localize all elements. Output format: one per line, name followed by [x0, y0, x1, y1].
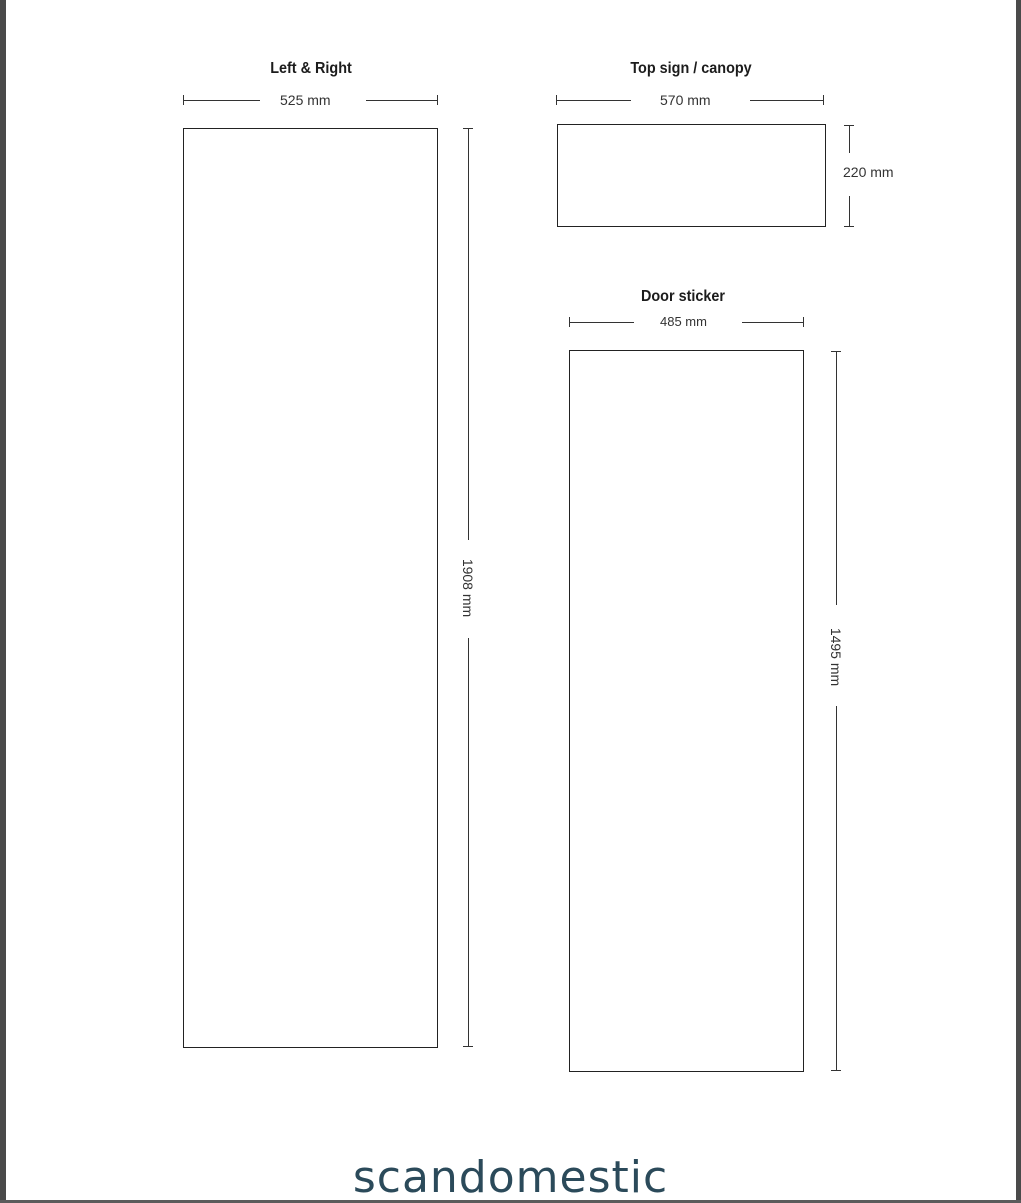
- dim-line-right: [750, 100, 824, 101]
- dim-line-top: [468, 128, 469, 540]
- dim-tick-bottom: [844, 226, 854, 227]
- dim-line-bottom: [849, 196, 850, 226]
- dim-tick-right: [437, 95, 438, 105]
- top-sign-width-label: 570 mm: [660, 92, 711, 108]
- dim-line-bottom: [836, 706, 837, 1070]
- dim-line-top: [836, 351, 837, 605]
- door-sticker-height-label: 1495 mm: [828, 627, 844, 687]
- door-sticker-panel: [569, 350, 804, 1072]
- dim-line-right: [366, 100, 438, 101]
- dim-tick-right: [803, 317, 804, 327]
- top-sign-height-label: 220 mm: [843, 164, 894, 180]
- left-right-panel: [183, 128, 438, 1048]
- top-sign-title: Top sign / canopy: [630, 60, 752, 77]
- scandomestic-logo: scandomestic: [352, 1152, 669, 1203]
- door-sticker-title: Door sticker: [640, 288, 726, 305]
- viewer-right-border: [1016, 0, 1021, 1200]
- dim-line-left: [557, 100, 631, 101]
- document-page: [6, 0, 1016, 1200]
- dim-line-left: [570, 322, 634, 323]
- dim-tick-right: [823, 95, 824, 105]
- dim-line-right: [742, 322, 804, 323]
- dim-tick-bottom: [831, 1070, 841, 1071]
- dim-line-bottom: [468, 638, 469, 1046]
- top-sign-panel: [557, 124, 826, 227]
- dim-line-left: [184, 100, 260, 101]
- dim-tick-bottom: [463, 1046, 473, 1047]
- door-sticker-width-label: 485 mm: [660, 314, 707, 329]
- left-right-title: Left & Right: [270, 60, 352, 77]
- left-right-width-label: 525 mm: [280, 92, 331, 108]
- left-right-height-label: 1908 mm: [460, 558, 476, 618]
- dim-line-top: [849, 125, 850, 153]
